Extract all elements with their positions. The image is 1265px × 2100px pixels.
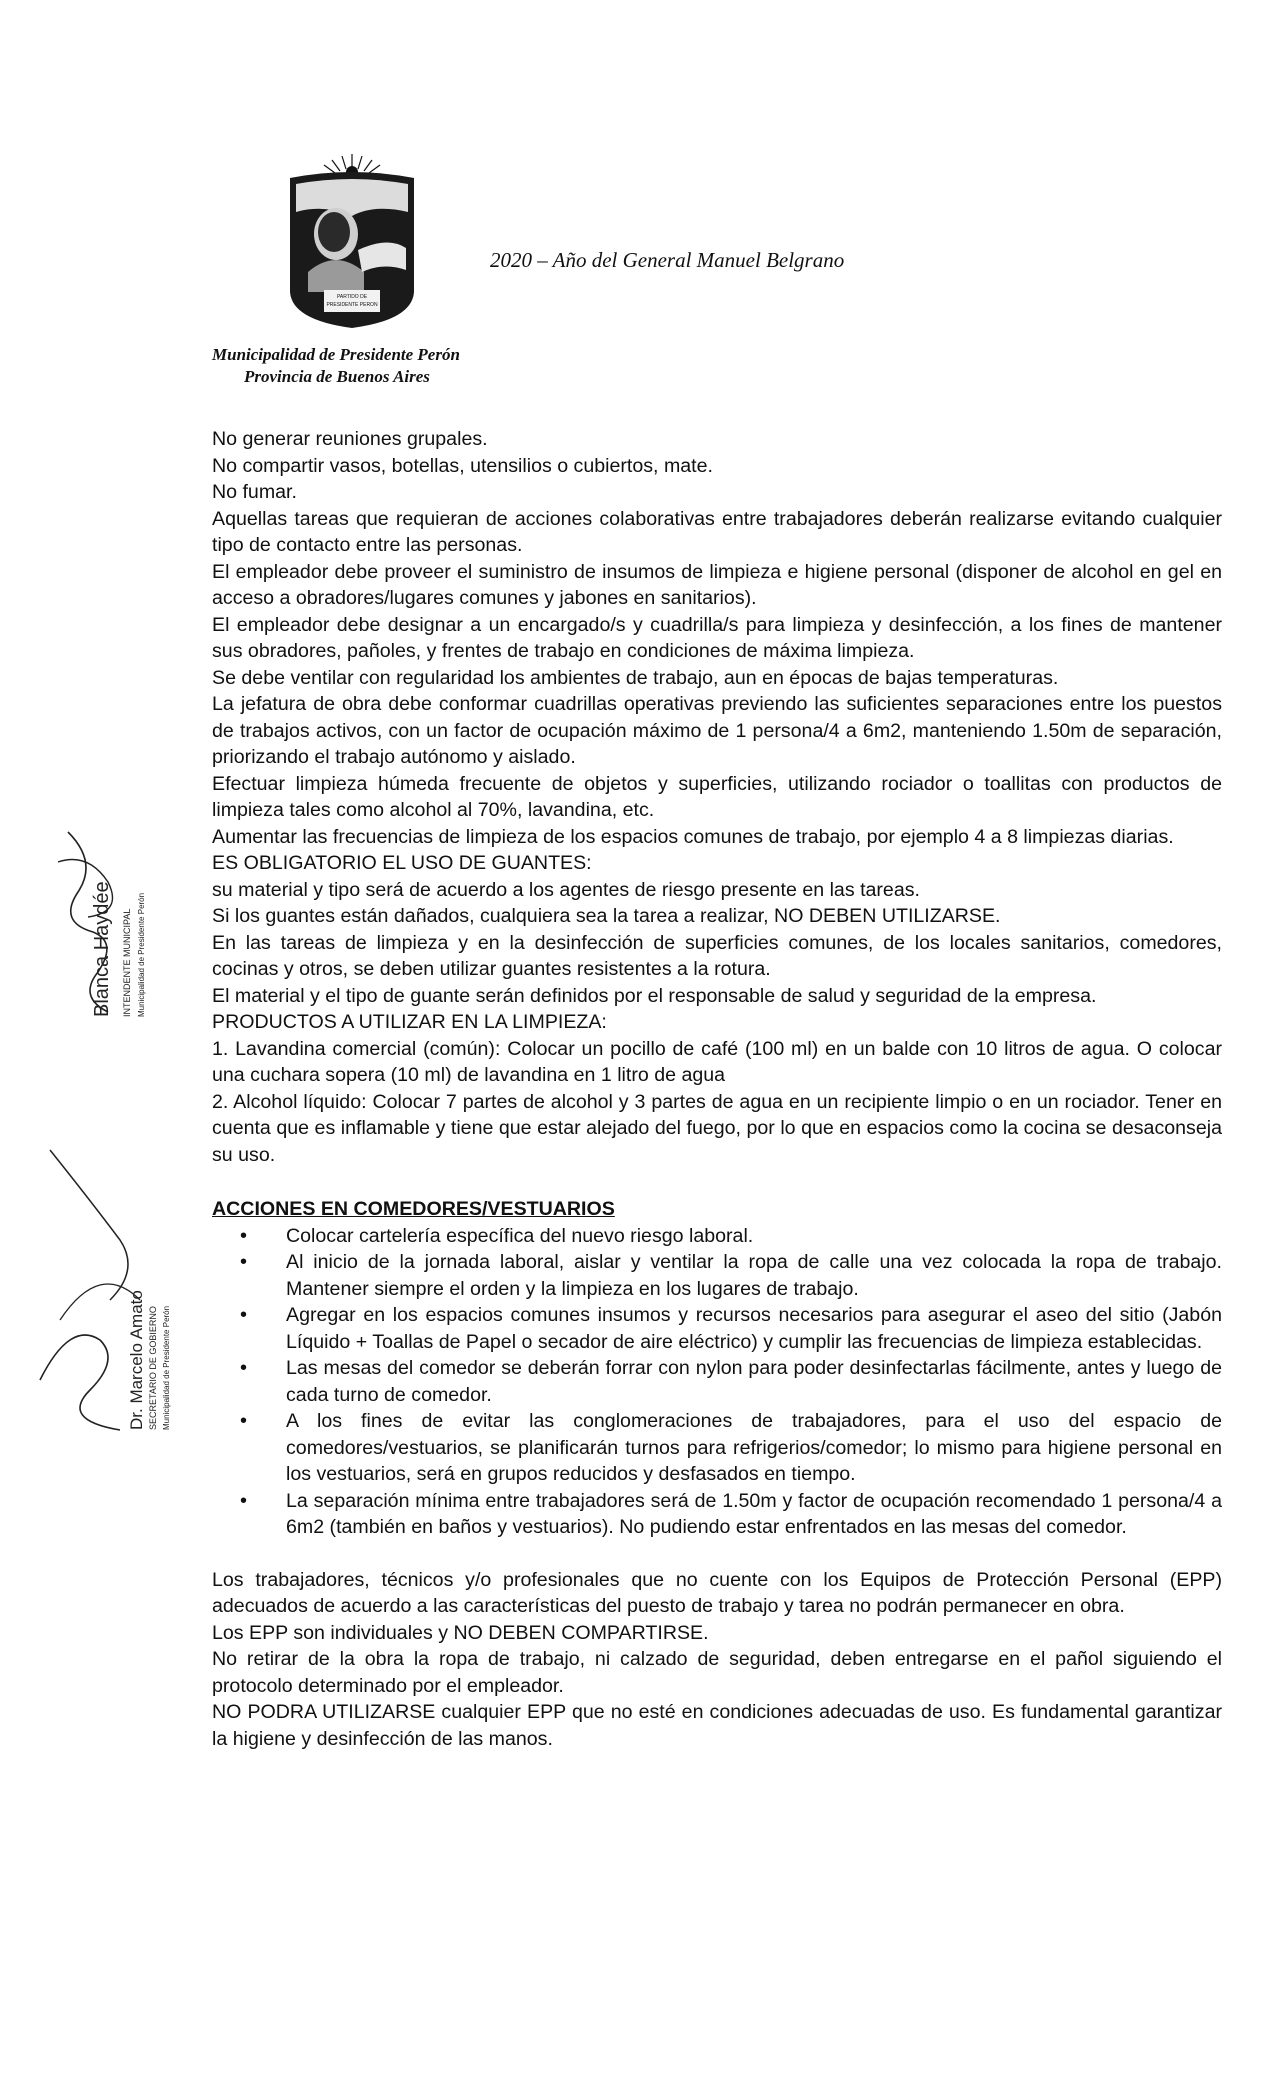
svg-text:INTENDENTE MUNICIPAL: INTENDENTE MUNICIPAL (122, 908, 132, 1017)
list-item: • Al inicio de la jornada laboral, aislar y ventilar la ropa de calle una vez colocada la ropa de trabajo. Mantener siempre el orden y la limpieza en los lugares de trabajo. (286, 1249, 1222, 1302)
paragraph: No compartir vasos, botellas, utensilios o cubiertos, mate. (212, 454, 713, 477)
municipal-crest (284, 152, 420, 330)
paragraph: El material y el tipo de guante serán definidos por el responsable de salud y seguridad de la empresa. (212, 984, 1097, 1007)
paragraph: Se debe ventilar con regularidad los ambientes de trabajo, aun en épocas de bajas temperaturas. (212, 666, 1059, 689)
svg-text:SECRETARIO DE GOBIERNO: SECRETARIO DE GOBIERNO (148, 1306, 158, 1430)
list-item: • Colocar cartelería específica del nuevo riesgo laboral. (286, 1223, 1222, 1250)
svg-text:Blanca Haydée: Blanca Haydée (91, 881, 113, 1017)
year-motto: 2020 – Año del General Manuel Belgrano (490, 248, 845, 272)
paragraph: El empleador debe proveer el suministro de insumos de limpieza e higiene personal (disponer de alcohol en gel en acceso a obradores/lugares comunes y jabones en sanitarios). (212, 560, 1222, 609)
paragraph: El empleador debe designar a un encargado/s y cuadrilla/s para limpieza y desinfección, a los fines de mantener sus obradores, pañoles, y frentes de trabajo en condiciones de máxima limpieza. (212, 613, 1222, 662)
paragraph: ES OBLIGATORIO EL USO DE GUANTES: (212, 852, 592, 874)
paragraph: En las tareas de limpieza y en la desinfección de superficies comunes, de los locales sanitarios, comedores, cocinas y otros, se deben utilizar guantes resistentes a la rotura. (212, 931, 1222, 980)
paragraph: Aumentar las frecuencias de limpieza de los espacios comunes de trabajo, por ejemplo 4 a 8 limpiezas diarias. (212, 825, 1174, 848)
list-item: • Las mesas del comedor se deberán forrar con nylon para poder desinfectarlas fácilmente, antes y luego de cada turno de comedor. (286, 1355, 1222, 1408)
paragraph: Efectuar limpieza húmeda frecuente de objetos y superficies, utilizando rociador o toallitas con productos de limpieza tales como alcohol al 70%, lavandina, etc. (212, 772, 1222, 821)
paragraph: PRODUCTOS A UTILIZAR EN LA LIMPIEZA: (212, 1011, 607, 1033)
paragraph: Los EPP son individuales y NO DEBEN COMPARTIRSE. (212, 1621, 709, 1644)
paragraph: su material y tipo será de acuerdo a los agentes de riesgo presente en las tareas. (212, 878, 920, 901)
section-heading: ACCIONES EN COMEDORES/VESTUARIOS (212, 1198, 615, 1220)
municipality-header (212, 344, 460, 388)
paragraph: 1. Lavandina comercial (común): Colocar un pocillo de café (100 ml) en un balde con 10 litros de agua. O colocar una cuchara sopera (10 ml) de lavandina en 1 litro de agua (212, 1037, 1222, 1086)
list-item: • Agregar en los espacios comunes insumos y recursos necesarios para asegurar el aseo del sitio (Jabón Líquido + Toallas de Papel o secador de aire eléctrico) y cumplir las frecuencias de limpieza establecidas. (286, 1302, 1222, 1355)
list-item: • La separación mínima entre trabajadores será de 1.50m y factor de ocupación recomendado 1 persona/4 a 6m2 (también en baños y vestuarios). No pudiendo estar enfrentados en las mesas del comedor. (286, 1488, 1222, 1541)
paragraph: No fumar. (212, 481, 297, 503)
signature-stamp-intendente (38, 822, 168, 1022)
municipality-name: Municipalidad de Presidente Perón (212, 345, 460, 364)
svg-text:Municipalidad de Presidente Pe: Municipalidad de Presidente Perón (137, 892, 146, 1017)
paragraph: La jefatura de obra debe conformar cuadrillas operativas previendo las suficientes separaciones entre los puestos de trabajos activos, con un factor de ocupación máximo de 1 persona/4 a 6m2, manteniendo 1.50m de separación, priorizando el trabajo autónomo y aislado. (212, 693, 1222, 768)
svg-text:Dr. Marcelo Amato: Dr. Marcelo Amato (127, 1290, 146, 1430)
list-item: • A los fines de evitar las conglomeraciones de trabajadores, para el uso del espacio de comedores/vestuarios, se planificarán turnos para refrigerios/comedor; lo mismo para higiene personal en los vestuarios, será en grupos reducidos y desfasados en tiempo. (286, 1408, 1222, 1488)
paragraph: No generar reuniones grupales. (212, 428, 488, 450)
paragraph: 2. Alcohol líquido: Colocar 7 partes de alcohol y 3 partes de agua en un recipiente limpio o en un rociador. Tener en cuenta que es inflamable y tiene que estar alejado del fuego, por lo que en espacios como la cocina se desaconseja su uso. (212, 1090, 1222, 1166)
paragraph: Aquellas tareas que requieran de acciones colaborativas entre trabajadores deberán realizarse evitando cualquier tipo de contacto entre las personas. (212, 507, 1222, 556)
paragraph: No retirar de la obra la ropa de trabajo, ni calzado de seguridad, deben entregarse en el pañol siguiendo el protocolo determinado por el empleador. (212, 1648, 1222, 1697)
paragraph: Los trabajadores, técnicos y/o profesionales que no cuente con los Equipos de Protección Personal (EPP) adecuados de acuerdo a las características del puesto de trabajo y tarea no podrán permanecer en obra. (212, 1568, 1222, 1617)
svg-text:Municipalidad de Presidente Pe: Municipalidad de Presidente Perón (162, 1305, 171, 1430)
paragraph: Si los guantes están dañados, cualquiera sea la tarea a realizar, NO DEBEN UTILIZARSE. (212, 905, 1001, 927)
svg-text:PRESIDENTE PERON: PRESIDENTE PERON (326, 302, 378, 308)
bullet-list (212, 1223, 1222, 1541)
signature-stamp-secretario (30, 1140, 175, 1440)
svg-text:PARTIDO DE: PARTIDO DE (336, 294, 368, 300)
paragraph: NO PODRA UTILIZARSE cualquier EPP que no esté en condiciones adecuadas de uso. Es fundamental garantizar la higiene y desinfección de las manos. (212, 1701, 1222, 1750)
province-name: Provincia de Buenos Aires (244, 367, 430, 386)
document-body (212, 426, 1222, 1752)
